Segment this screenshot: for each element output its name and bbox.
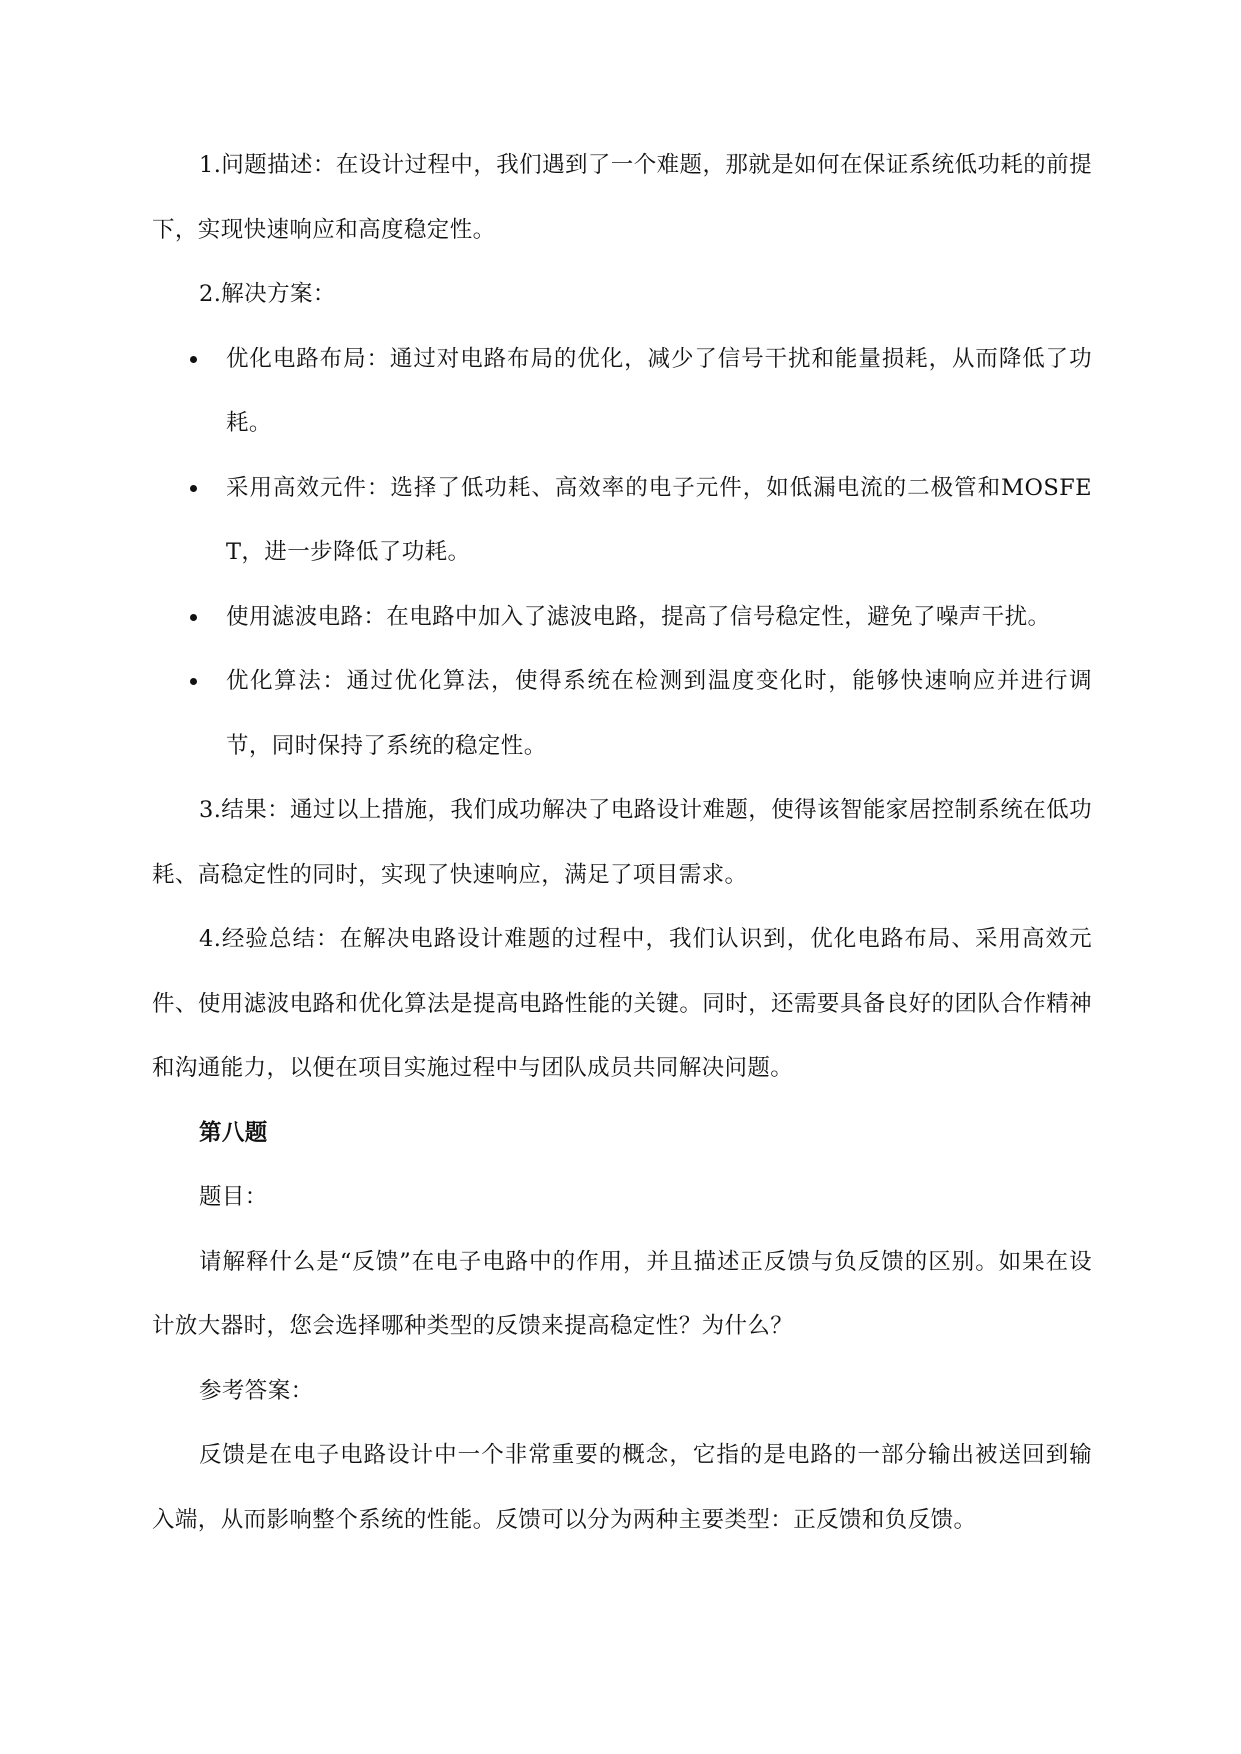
list-item — [152, 456, 1092, 585]
question-label: 题目： — [199, 1184, 268, 1210]
result-paragraph: 3.结果：通过以上措施，我们成功解决了电路设计难题，使得该智能家居控制系统在低功耗、高稳定性的同时，实现了快速响应，满足了项目需求。 — [152, 797, 1092, 888]
list-item — [152, 649, 1092, 778]
list-item — [152, 585, 1092, 650]
answer-paragraph: 反馈是在电子电路设计中一个非常重要的概念，它指的是电路的一部分输出被送回到输入端，从而影响整个系统的性能。反馈可以分为两种主要类型：正反馈和负反馈。 — [152, 1442, 1092, 1533]
list-item — [152, 327, 1092, 456]
summary-paragraph: 4.经验总结：在解决电路设计难题的过程中，我们认识到，优化电路布局、采用高效元件、使用滤波电路和优化算法是提高电路性能的关键。同时，还需要具备良好的团队合作精神和沟通能力，以便在项目实施过程中与团队成员共同解决问题。 — [152, 926, 1092, 1081]
solution-list — [152, 327, 1092, 779]
list-item-text: 采用高效元件：选择了低功耗、高效率的电子元件，如低漏电流的二极管和MOSFET，进一步降低了功耗。 — [226, 474, 1092, 565]
answer-label: 参考答案： — [199, 1377, 314, 1404]
list-item-text: 优化算法：通过优化算法，使得系统在检测到温度变化时，能够快速响应并进行调节，同时保持了系统的稳定性。 — [226, 668, 1092, 759]
bullet-icon — [190, 485, 197, 492]
question-paragraph: 请解释什么是“反馈”在电子电路中的作用，并且描述正反馈与负反馈的区别。如果在设计放大器时，您会选择哪种类型的反馈来提高稳定性？为什么？ — [152, 1248, 1092, 1339]
bullet-icon — [190, 614, 197, 621]
problem-description-paragraph: 1.问题描述：在设计过程中，我们遇到了一个难题，那就是如何在保证系统低功耗的前提下，实现快速响应和高度稳定性。 — [152, 152, 1092, 243]
list-item-text: 使用滤波电路：在电路中加入了滤波电路，提高了信号稳定性，避免了噪声干扰。 — [226, 603, 1051, 630]
solution-heading: 2.解决方案： — [199, 281, 336, 307]
bullet-icon — [190, 678, 197, 685]
document-body — [152, 133, 1092, 1552]
list-item-text: 优化电路布局：通过对电路布局的优化，减少了信号干扰和能量损耗，从而降低了功耗。 — [226, 345, 1092, 436]
bullet-icon — [190, 356, 197, 363]
section-heading: 第八题 — [199, 1119, 268, 1146]
